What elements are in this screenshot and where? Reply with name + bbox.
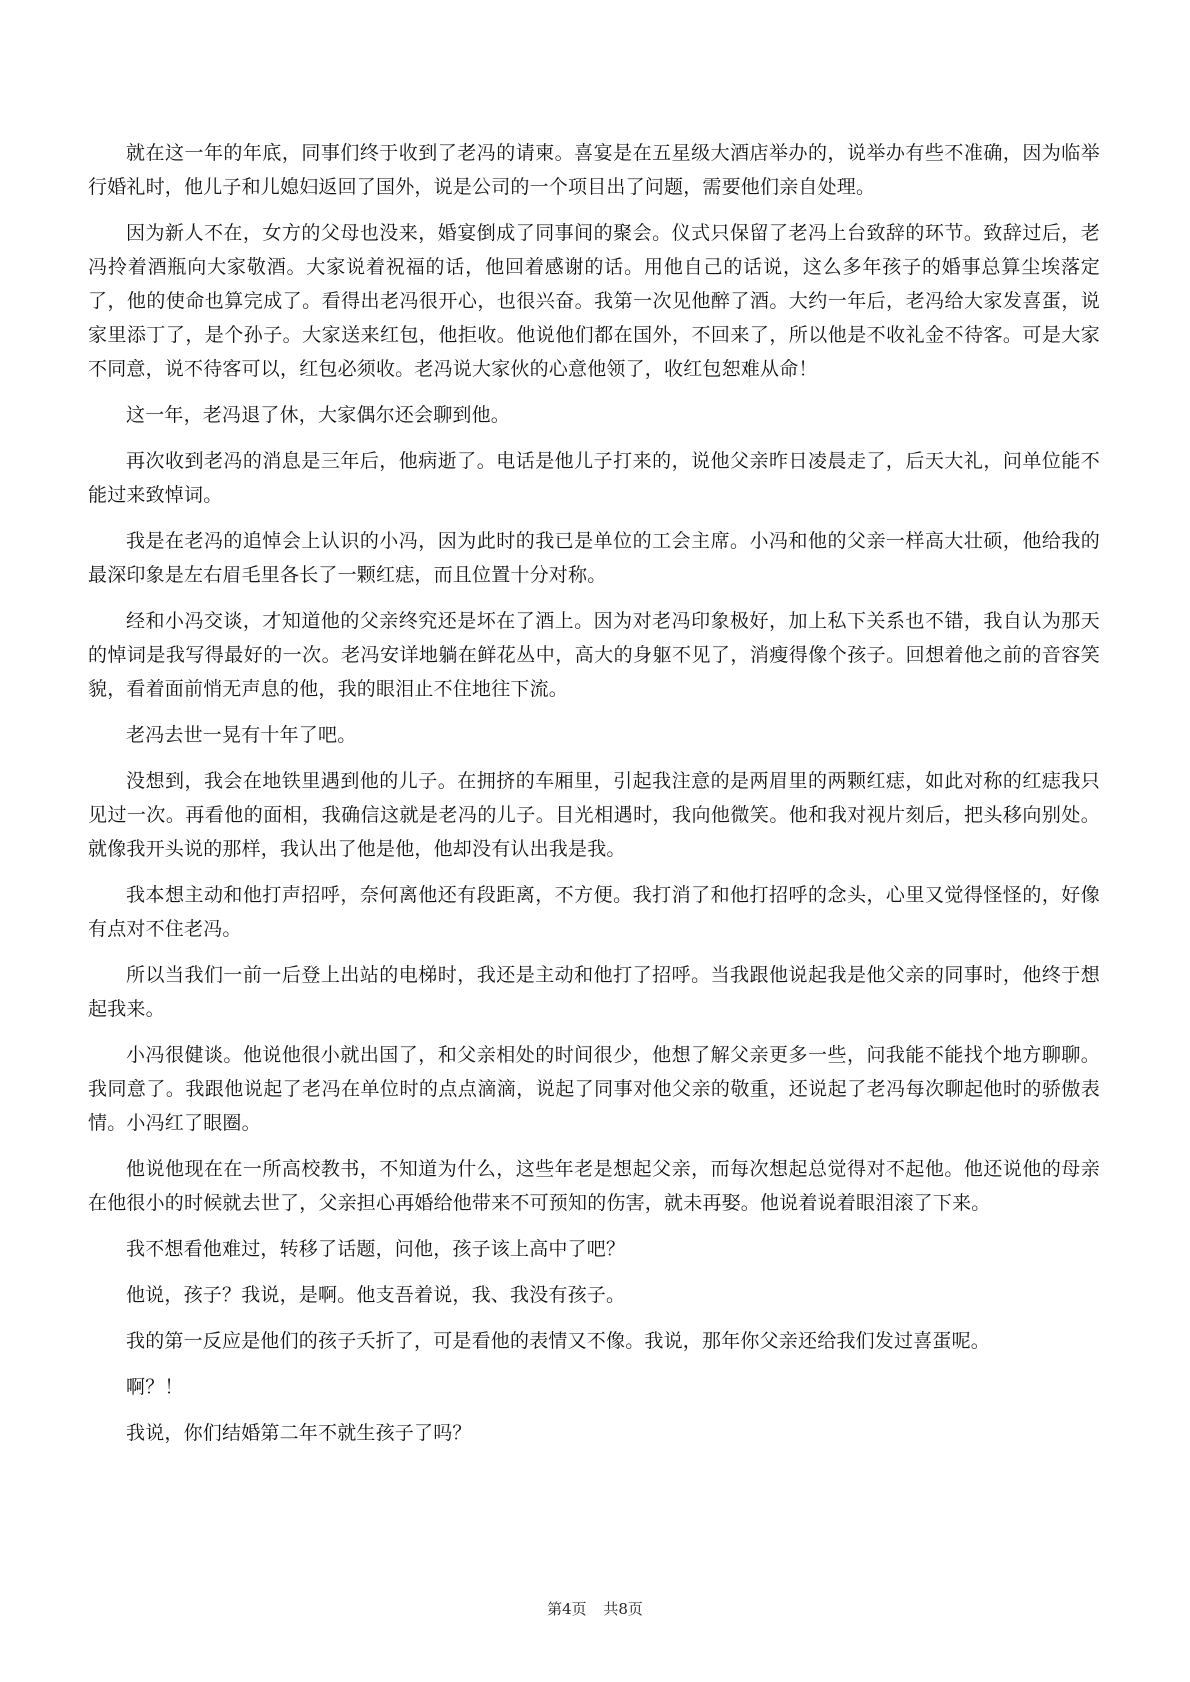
page-footer [0, 1598, 1190, 1619]
paragraph: 这一年，老冯退了休，大家偶尔还会聊到他。 [126, 404, 511, 426]
paragraph: 小冯很健谈。他说他很小就出国了，和父亲相处的时间很少，他想了解父亲更多一些，问我能不能找个地方聊聊。我同意了。我跟他说起了老冯在单位时的点点滴滴，说起了同事对他父亲的敬重，还说起了老冯每次聊起他时的骄傲表情。小冯红了眼圈。 [88, 1044, 1100, 1134]
paragraph: 没想到，我会在地铁里遇到他的儿子。在拥挤的车厢里，引起我注意的是两眉里的两颗红痣，如此对称的红痣我只见过一次。再看他的面相，我确信这就是老冯的儿子。目光相遇时，我向他微笑。他和我对视片刻后，把头移向别处。就像我开头说的那样，我认出了他是他，他却没有认出我是我。 [88, 770, 1100, 860]
paragraph: 老冯去世一晃有十年了吧。 [126, 724, 357, 746]
document-body [88, 136, 1100, 1462]
paragraph: 我的第一反应是他们的孩子夭折了，可是看他的表情又不像。我说，那年你父亲还给我们发过喜蛋呢。 [126, 1330, 991, 1352]
paragraph: 我是在老冯的追悼会上认识的小冯，因为此时的我已是单位的工会主席。小冯和他的父亲一样高大壮硕，他给我的最深印象是左右眉毛里各长了一颗红痣，而且位置十分对称。 [88, 530, 1100, 586]
paragraph: 所以当我们一前一后登上出站的电梯时，我还是主动和他打了招呼。当我跟他说起我是他父亲的同事时，他终于想起我来。 [88, 964, 1100, 1020]
paragraph: 因为新人不在，女方的父母也没来，婚宴倒成了同事间的聚会。仪式只保留了老冯上台致辞的环节。致辞过后，老冯拎着酒瓶向大家敬酒。大家说着祝福的话，他回着感谢的话。用他自己的话说，这么多年孩子的婚事总算尘埃落定了，他的使命也算完成了。看得出老冯很开心，也很兴奋。我第一次见他醉了酒。大约一年后，老冯给大家发喜蛋，说家里添丁了，是个孙子。大家送来红包，他拒收。他说他们都在国外，不回来了，所以他是不收礼金不待客。可是大家不同意，说不待客可以，红包必须收。老冯说大家伙的心意他领了，收红包恕难从命！ [88, 222, 1100, 380]
paragraph: 再次收到老冯的消息是三年后，他病逝了。电话是他儿子打来的，说他父亲昨日凌晨走了，后天大礼，问单位能不能过来致悼词。 [88, 450, 1100, 506]
page-number: 第4页 [547, 1600, 587, 1618]
paragraph: 我不想看他难过，转移了话题，问他，孩子该上高中了吧？ [126, 1238, 626, 1260]
paragraph: 他说，孩子？我说，是啊。他支吾着说，我、我没有孩子。 [126, 1284, 626, 1306]
paragraph: 他说他现在在一所高校教书，不知道为什么，这些年老是想起父亲，而每次想起总觉得对不起他。他还说他的母亲在他很小的时候就去世了，父亲担心再婚给他带来不可预知的伤害，就未再娶。他说着说着眼泪滚了下来。 [88, 1158, 1100, 1214]
paragraph: 就在这一年的年底，同事们终于收到了老冯的请柬。喜宴是在五星级大酒店举办的，说举办有些不准确，因为临举行婚礼时，他儿子和儿媳妇返回了国外，说是公司的一个项目出了问题，需要他们亲自处理。 [88, 142, 1100, 198]
total-pages: 共8页 [603, 1600, 643, 1618]
paragraph: 我说，你们结婚第二年不就生孩子了吗？ [126, 1422, 472, 1444]
paragraph: 我本想主动和他打声招呼，奈何离他还有段距离，不方便。我打消了和他打招呼的念头，心里又觉得怪怪的，好像有点对不住老冯。 [88, 884, 1100, 940]
paragraph: 啊？！ [126, 1376, 184, 1398]
paragraph: 经和小冯交谈，才知道他的父亲终究还是坏在了酒上。因为对老冯印象极好，加上私下关系也不错，我自认为那天的悼词是我写得最好的一次。老冯安详地躺在鲜花丛中，高大的身躯不见了，消瘦得像个孩子。回想着他之前的音容笑貌，看着面前悄无声息的他，我的眼泪止不住地往下流。 [88, 610, 1100, 700]
